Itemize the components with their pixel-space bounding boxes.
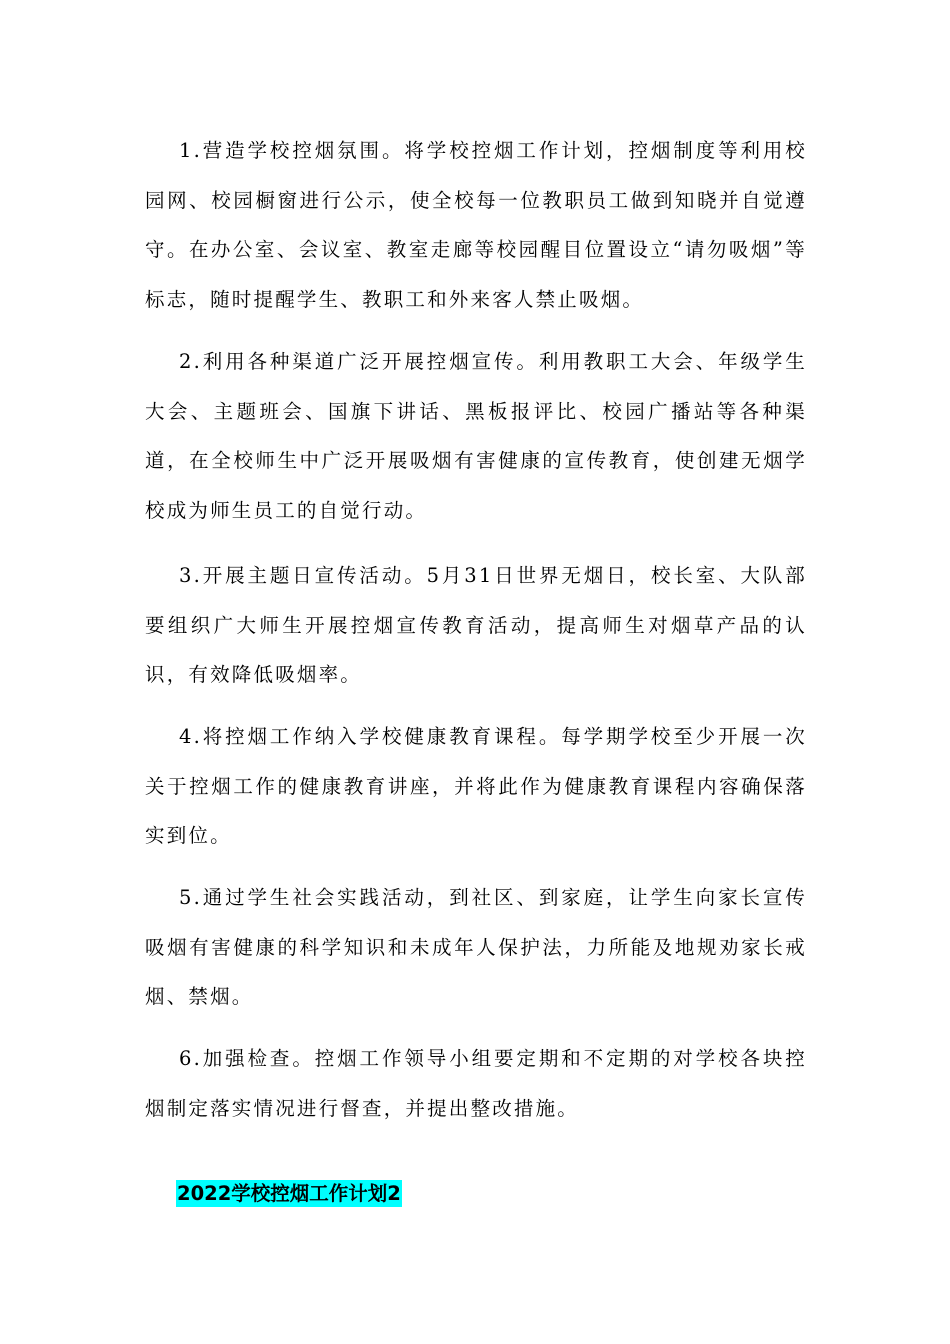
paragraph-3: 3.开展主题日宣传活动。5月31日世界无烟日，校长室、大队部要组织广大师生开展控烟宣传教育活动，提高师生对烟草产品的认识，有效降低吸烟率。: [145, 564, 807, 686]
paragraph-1: 1.营造学校控烟氛围。将学校控烟工作计划，控烟制度等利用校园网、校园橱窗进行公示，使全校每一位教职员工做到知晓并自觉遵守。在办公室、会议室、教室走廊等校园醒目位置设立“请勿吸烟”等标志，随时提醒学生、教职工和外来客人禁止吸烟。: [145, 139, 807, 311]
paragraph-6: 6.加强检查。控烟工作领导小组要定期和不定期的对学校各块控烟制定落实情况进行督查，并提出整改措施。: [145, 1047, 807, 1120]
section-heading: 2022学校控烟工作计划2: [177, 1182, 401, 1205]
paragraph-2: 2.利用各种渠道广泛开展控烟宣传。利用教职工大会、年级学生大会、主题班会、国旗下讲话、黑板报评比、校园广播站等各种渠道，在全校师生中广泛开展吸烟有害健康的宣传教育，使创建无烟学校成为师生员工的自觉行动。: [145, 350, 807, 522]
paragraph-5: 5.通过学生社会实践活动，到社区、到家庭，让学生向家长宣传吸烟有害健康的科学知识和未成年人保护法，力所能及地规劝家长戒烟、禁烟。: [145, 886, 807, 1008]
paragraph-4: 4.将控烟工作纳入学校健康教育课程。每学期学校至少开展一次关于控烟工作的健康教育讲座，并将此作为健康教育课程内容确保落实到位。: [145, 725, 807, 847]
